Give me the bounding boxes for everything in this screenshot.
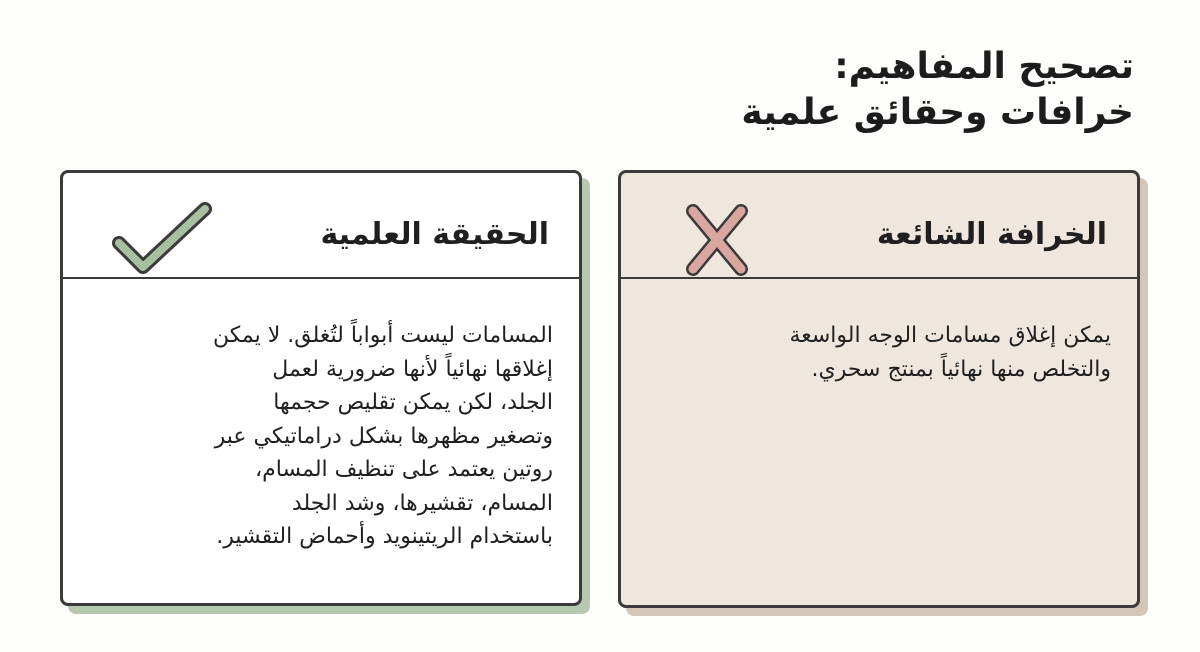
- myth-card: [618, 170, 1140, 608]
- fact-line: المسام، تقشيرها، وشد الجلد: [291, 490, 553, 516]
- fact-heading: الحقيقة العلمية: [320, 217, 549, 252]
- fact-card: [60, 170, 582, 606]
- fact-card-panel: [60, 170, 582, 606]
- myth-line: يمكن إغلاق مسامات الوجه الواسعة: [789, 323, 1111, 348]
- fact-body: [87, 319, 553, 554]
- fact-line: روتين يعتمد على تنظيف المسام،: [255, 457, 553, 482]
- page-title: [741, 44, 1134, 136]
- title-line-2: خرافات وحقائق علمية: [741, 92, 1134, 133]
- myth-divider: [621, 277, 1137, 279]
- myth-line: والتخلص منها نهائياً بمنتج سحري.: [811, 356, 1111, 382]
- fact-line: المسامات ليست أبواباً لتُغلق. لا يمكن: [212, 323, 553, 348]
- myth-body: [645, 319, 1111, 386]
- myth-card-header: [621, 173, 1137, 279]
- fact-line: الجلد، لكن يمكن تقليص حجمها: [273, 390, 553, 415]
- fact-line: إغلاقها نهائياً لأنها ضرورية لعمل: [272, 356, 553, 382]
- fact-divider: [63, 277, 579, 279]
- myth-card-panel: [618, 170, 1140, 608]
- check-icon: [109, 201, 229, 279]
- fact-line: وتصغير مظهرها بشكل دراماتيكي عبر: [214, 423, 553, 449]
- fact-card-header: [63, 173, 579, 279]
- title-line-1: تصحيح المفاهيم:: [834, 46, 1134, 87]
- x-icon: [683, 203, 779, 281]
- myth-heading: الخرافة الشائعة: [876, 217, 1107, 252]
- fact-line: باستخدام الريتينويد وأحماض التقشير.: [216, 524, 553, 549]
